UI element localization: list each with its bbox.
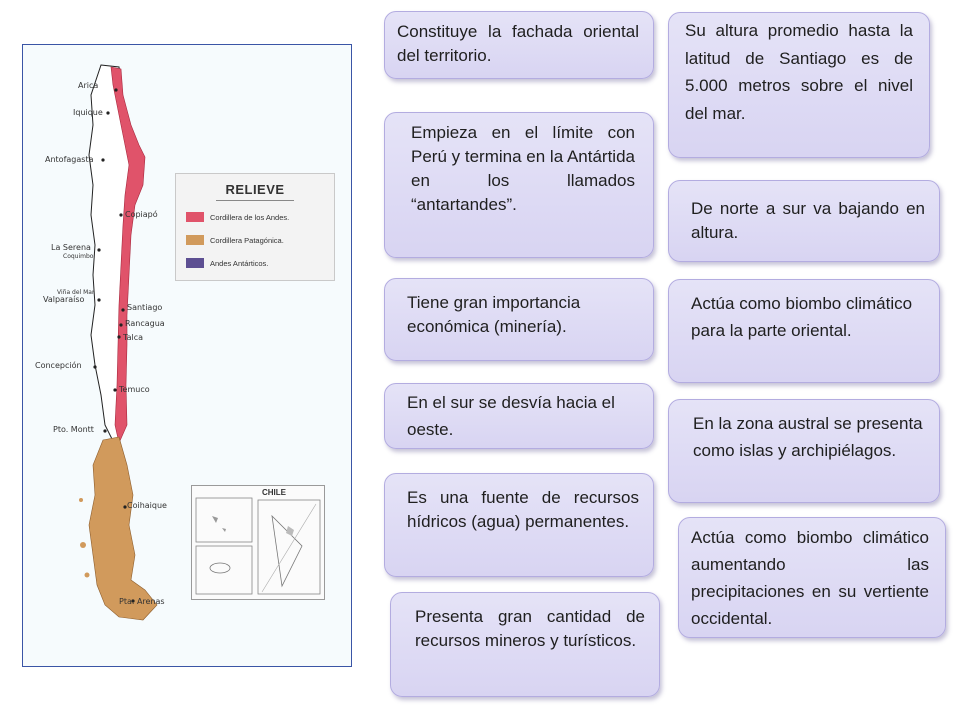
city-label: Arica — [78, 81, 99, 90]
fact-text: De norte a sur va bajando en altura. — [691, 199, 925, 242]
fact-box — [384, 383, 654, 449]
city-label: Viña del Mar — [57, 289, 95, 296]
fact-box — [668, 180, 940, 262]
fact-text: Actúa como biombo climático aumentando las precipitaciones en su vertiente occidental. — [691, 528, 929, 628]
fact-box — [384, 11, 654, 79]
map-legend — [175, 173, 335, 281]
city-label: Rancagua — [125, 319, 165, 328]
city-label: Copiapó — [125, 210, 158, 219]
legend-item — [186, 234, 284, 246]
inset-drawing — [192, 486, 326, 601]
legend-label: Cordillera de los Andes. — [210, 212, 290, 222]
fact-box — [384, 473, 654, 577]
legend-swatch — [186, 235, 204, 245]
city-label: Valparaíso — [43, 295, 85, 304]
map-inset — [191, 485, 325, 600]
legend-swatch — [186, 258, 204, 268]
legend-label: Cordillera Patagónica. — [210, 235, 284, 245]
island — [80, 542, 86, 548]
fact-text: En el sur se desvía hacia el oeste. — [407, 393, 615, 439]
city-label: Antofagasta — [45, 155, 94, 164]
fact-box — [668, 399, 940, 503]
island — [85, 573, 90, 578]
fact-text: Es una fuente de recursos hídricos (agua) permanentes. — [407, 488, 639, 531]
fact-box — [390, 592, 660, 697]
legend-swatch — [186, 212, 204, 222]
city-label: Santiago — [127, 303, 163, 312]
city-label: Coquimbo — [63, 253, 94, 260]
chile-relief-map — [22, 44, 352, 667]
fact-text: Presenta gran cantidad de recursos mineros y turísticos. — [415, 607, 645, 650]
fact-text: Empieza en el límite con Perú y termina en la Antártida en los llamados “antartandes”. — [411, 123, 635, 214]
fact-text: Constituye la fachada oriental del territorio. — [397, 22, 639, 65]
city-label: Concepción — [35, 361, 82, 370]
city-label: Pto. Montt — [53, 425, 94, 434]
inset-title: CHILE — [262, 488, 286, 497]
fact-text: Actúa como biombo climático para la parte oriental. — [691, 294, 913, 340]
fact-box — [668, 279, 940, 383]
city-label: Talca — [123, 333, 143, 342]
fact-box — [384, 112, 654, 258]
patagonian-band — [89, 437, 157, 620]
city-label: Coihaique — [127, 501, 167, 510]
city-label: Pta. Arenas — [119, 597, 165, 606]
legend-label: Andes Antárticos. — [210, 258, 269, 268]
fact-text: Tiene gran importancia económica (minería). — [407, 293, 581, 336]
city-label: Iquique — [73, 108, 103, 117]
fact-box — [678, 517, 946, 638]
fact-box — [668, 12, 930, 158]
fact-text: Su altura promedio hasta la latitud de Santiago es de 5.000 metros sobre el nivel del mar. — [685, 21, 913, 123]
legend-item — [186, 211, 289, 223]
legend-title: RELIEVE — [225, 182, 285, 197]
island — [79, 498, 83, 502]
city-label: Temuco — [119, 385, 150, 394]
city-label: La Serena — [51, 243, 91, 252]
fact-box — [384, 278, 654, 361]
legend-item — [186, 257, 268, 269]
fact-text: En la zona austral se presenta como islas y archipiélagos. — [693, 414, 923, 460]
